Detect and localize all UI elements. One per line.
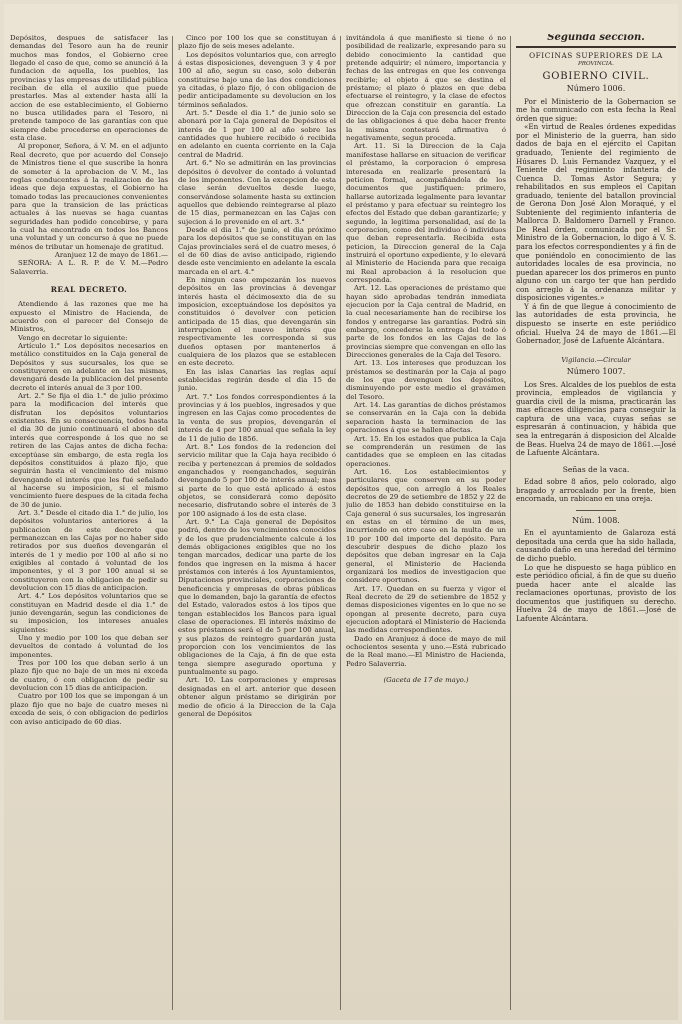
article: Art. 14. Las garantías de dichos préstamos se conservarán en la Caja con la debida separacion hasta la terminacion de las operaciones á que se hallen afectas. [346, 401, 506, 435]
notice-number: Número 1007. [566, 367, 626, 377]
article: Art. 10. Las corporaciones y empresas designadas en el art. anterior que deseen obtener algun préstamo se dirigirán por medio de oficio á la Direccion de la Caja general de Depósitos [178, 676, 336, 718]
column-3 [346, 34, 506, 1012]
column-2 [178, 34, 336, 1012]
column-rule [340, 36, 341, 1010]
article: Art. 13. Los intereses que produzcan los préstamos se destinarán por la Caja al pago de los que devenguen los depósitos, disminuyendo por este medio el gravámen del Tesoro. [346, 359, 506, 401]
article: Art. 6.° No se admitirán en las provincias depósitos ó devolver de contado á voluntad de los imponentes. Con la excepcion de esta clase serán devueltos desde luego, conservándose solamente hasta su extincion aquellos que debiendo reintegrarse al plazo de 15 dias, permanezcan en las Cajas con sujecion á lo prevenido en el art. 3.° [178, 159, 336, 226]
notice-number: Número 1006. [566, 84, 626, 94]
paragraph: Los Sres. Alcaldes de los pueblos de esta provincia, empleados de vigilancia y guardia civil de la misma, practicarán las mas eficaces diligencias para conseguir la captura de una vaca, cuyas señas se espresarán á continuacion, y hábida que sea la entregarán á disposicion del Alcalde de Beas. Huelva 24 de mayo de 1861.—José de Lafuente Alcántara. [516, 379, 676, 458]
paragraph: Lo que he dispuesto se haga público en este periódico oficial, á fin de que su dueño pueda hacer ante el alcalde las reclamaciones oportunas, provisto de los documentos que justifiquen su derecho. Huelva 24 de mayo de 1861.—José de Lafuente Alcántara. [516, 562, 676, 623]
signature: SEÑORA: A L. R. P. de V. M.—Pedro Salaverria. [10, 259, 168, 276]
article: Art. 9.° La Caja general de Depósitos podrá, dentro de los vencimientos conocidos y de los que prudencialmente calcule á los demás obligaciones exigibles que no los tengan marcados, dedicar una parte de los fondos que ingresen en la misma á hacer préstamos con interés á los Ayuntamientos, Diputaciones provinciales, corporaciones de beneficencia y empresas de obras públicas que lo demanden, bajo la garantía de efectos del Estado, valorados estos á los tipos que tengan establecidos los Bancos para igual clase de operaciones. El interés máximo de estos préstamos será el de 5 por 100 anual, y sus plazos de reintegro guardarán justa proporcion con los vencimientos de las obligaciones de la Caja, á fin de que esta tenga siempre asegurado oportuna y puntualmente su pago. [178, 517, 336, 677]
paragraph: Y á fin de que llegue á conocimiento de las autoridades de esta provincia, he dispuesto se inserte en este periódico oficial. Huelva 24 de mayo de 1861.—El Gobernador, José de Lafuente Alcántara. [516, 301, 676, 346]
article: Artículo 1.° Los depósitos necesarios en metálico constituidos en la Caja general de Depósitos y sus sucursales, los que se constituyeren en adelante en las mismas, devengará desde la publicacion del presente decreto el interés anual de 3 por 100. [10, 342, 168, 392]
article: Art. 4.° Los depósitos voluntarios que se constituyan en Madrid desde el dia 1.° de junio devengarán, segun las condiciones de su imposicion, los intereses anuales siguientes: [10, 592, 168, 634]
section-title: Segunda seccion. [516, 34, 676, 48]
province-heading: PROVINCIA. [578, 61, 614, 68]
paragraph: En el ayuntamiento de Galaroza está depositada una cerda que ha sido hallada, causando daño en una heredad del término de dicho pueblo. [516, 528, 676, 563]
article: Art. 15. En los estados que publica la Caja se comprenderán un resúmen de las cantidades que se empleen en las citadas operaciones. [346, 434, 506, 468]
paragraph: Al proponer, Señora, á V. M. en el adjunto Real decreto, que por acuerdo del Consejo de Ministros tiene el que suscribe la honra de someter á la aprobacion de V. M., las reglas conducentes á la realizacion de las ideas que deja expuestas, el Gobierno ha tomado todas las precauciones convenientes para que la transicion de las prácticas actuales á las nuevas se haga cuantas seguridades han podido concebirse, y para la cual ha encontrado en todos los Bancos una voluntad y un concurso á que no puede ménos de tributar un homenaje de gratitud. [10, 142, 168, 251]
paragraph: Vengo en decretar lo siguiente: [18, 333, 128, 342]
gazette-citation: (Gaceta de 17 de mayo.) [383, 676, 469, 685]
newspaper-page [4, 4, 678, 1020]
article: Art. 11. Si la Direccion de la Caja manifestase hallarse en situacion de verificar el préstamo, la corporacion ó empresa interesada en realizarle presentará la peticion formal, acompañándola de los documentos que justifiquen: primero, hallarse autorizada legalmente para levantar el préstamo y para efectuar su reintegro los efectos del Estado que deban garantizarle; y segundo, la legitima personalidad, así de la corporacion, como del individuo ó individuos que deban representarla. Recibida esta peticion, la Direccion general de la Caja instruirá el oportuno expediente, y lo elevará al Ministerio de Hacienda para que recaiga mi Real aprobacion á la resolucion que corresponda. [346, 142, 506, 284]
article: Art. 16. Los establecimientos y particulares que conserven en su poder depósitos que, con arreglo á los Reales decretos de 29 de setiembre de 1852 y 22 de julio de 1853 han debido constituirse en la Caja general ó sus sucursales, los ingresarán en estas en el término de un mes, incurriendo en otro caso en la multa de un 10 por 100 del importe del depósito. Para descubrir despues de dicho plazo los depósitos que deban ingresar en la Caja general, el Ministerio de Hacienda organizará los medios de investigacion que considere oportunos. [346, 467, 506, 585]
paragraph: Cinco por 100 los que se constituyan á plazo fijo de seis meses adelante. [178, 34, 336, 51]
paragraph: Cuatro por 100 los que se impongan á un plazo fijo que no baje de cuatro meses ni exceda de seis, ó con obligacion de pedirlos con aviso anticipado de 60 dias. [10, 692, 168, 726]
paragraph: «En virtud de Reales órdenes expedidas por el Ministerio de la guerra, han sido dados de baja en el ejército el Capitan graduado, Teniente del regimiento de Húsares D. Luis Fernandez Vazquez, y el Teniente del regimiento infanteria de Cuenca D. Tomas Astor Segura; y rehabilitados en sus empleos el Capitan graduado, teniente del batallon provincial de Gerona Don José Alon Moraqué, y el Subteniente del regimiento infanteria de Mallorca D. Baldomero Darnell y Franco. De Real órden, comunicada por el Sr. Ministro de la Gobernacion, lo digo á V. S. para los efectos correspondientes y á fin de que poniéndolo en conocimiento de las autoridades locales de esa provincia, no puedan aparecer los dos primeros en punto alguno con un cargo ter que han perdido con arreglo á la ordenanza militar y disposiciones vigentes.» [516, 122, 676, 303]
civil-government-heading: GOBIERNO CIVIL. [542, 70, 650, 82]
paragraph: Edad sobre 8 años, pelo colorado, algo bragado y arrocalado por la frente, bien encornada, un rabicano en una oreja. [516, 477, 676, 504]
paragraph: Desde el dia 1.° de junio, el dia próximo para los depósitos que se constituyan en las Cajas provinciales será el de cuatro meses, ó el de 60 dias de aviso anticipado, rigiendo desde este vencimiento en adelante la escala marcada en el art. 4.° [178, 225, 336, 276]
paragraph: Atendiendo á las razones que me ha expuesto el Ministro de Hacienda, de acuerdo con el parecer del Consejo de Ministros, [10, 300, 168, 334]
article: Art. 5.° Desde el dia 1.° de junio solo se abonará por la Caja general de Depósitos el interés de 1 por 100 al año sobre las cantidades que hubiere recibido ó recibida en adelanto en cuenta corriente en la Caja central de Madrid. [178, 109, 336, 159]
column-4 [516, 34, 676, 1012]
paragraph: Tres por 100 los que deban serlo á un plazo fijo que no baje de un mes ni exceda de cuatro, ó con obligacion de pedir su devolucion con 15 dias de anticipacion. [10, 659, 168, 693]
article: Art. 12. Las operaciones de préstamo que hayan sido aprobadas tendrán inmediata ejecucion por la Caja central de Madrid, en la cual necesariamente han de recibirse los fondos y entregarse las garantías. Podrá sin embargo, concederse la entrega del todo ó parte de los fondos en las Cajas de las provincias siempre que convengan en ello las Direcciones generales de la Caja del Tesoro. [346, 284, 506, 360]
column-rule [510, 36, 511, 1010]
divider [576, 510, 616, 511]
paragraph: Dado en Aranjuez á doce de mayo de mil ochocientos sesenta y uno.—Está rubricado de la Real mano.—El Ministro de Hacienda, Pedro Salaverria. [346, 634, 506, 668]
paragraph: En las islas Canarias las reglas aquí establecidas regirán desde el dia 15 de junio. [178, 367, 336, 393]
article: Art. 7.° Los fondos correspondientes á la provincias y á los pueblos, ingresados y que ingresen en las Cajas como procedentes de la venta de sus propios, devengarán el interés de 4 por 100 anual que señala la ley de 11 de julio de 1856. [178, 392, 336, 443]
notice-number: Núm. 1008. [572, 515, 620, 525]
paragraph: Depósitos, despues de satisfacer las demandas del Tesoro aun ha de reunir muchos mas fondos, el Gobierno cree llegado el caso de que, como se anunció á la fundacion de aquella, los pueblos, las provincias y las empresas de utilidad pública reciban de ella el auxilio que puede prestarles. Mas al extender hasta allí la accion de ese establecimiento, el Gobierno no busca utilidades para el Tesoro, ni pretende tampoco de las garantías con que siempre debe procederse en operaciones de esta clase. [10, 34, 168, 143]
column-rule [172, 36, 173, 1010]
paragraph: invitándola á que manifieste si tiene ó no posibilidad de realizarle, expresando para su debido conocimiento la cantidad que pretende adquirir; el número, importancia y fechas de las entregas en que les convenga recibirle; el objeto á que se destina el préstamo; el plazo ó plazos en que deba efectuarse el reintegro, y la clase de efectos que ofrezcan constituir en garantía. La Direccion de la Caja con presencia del estado de las obligaciones á que deba hacer frente la misma contestará afirmativa ó negativamente, segun proceda. [346, 34, 506, 143]
article: Art. 2.° Se fija el dia 1.° de julio próximo para la modificacion del interés que disfrutan los depósitos voluntarios existentes. En su consecuencia, todos hasta el dia 30 de junio continuará el abono del interés que corresponde á los que no se retiren de las Cajas antes de dicha fecha: exceptúase sin embargo, de esta regla los depósitos constituidos á plazo fijo, que seguirán hasta el vencimiento del mismo devengando el interés que les fué señalado al hacerse su imposicion, si el mismo vencimiento fuere despues de la citada fecha de 30 de junio. [10, 392, 168, 509]
article: Art. 17. Quedan en su fuerza y vigor el Real decreto de 29 de setiembre de 1852 y demas disposiciones vigentes en lo que no se opongan al presente decreto, para cuya ejecucion adoptará el Ministerio de Hacienda las medidas correspondientes. [346, 584, 506, 635]
article: Art. 3.° Desde el citado dia 1.° de julio, los depósitos voluntarios anteriores á la publicacion de este decreto que permanezcan en las Cajas por no haber sido retirados por sus dueños devengarán el interés de 1 y medio por 100 al año si no exigibles al contado á voluntad de los imponentes, y el 3 por 100 anual si se constituyeron con la obligacion de pedir su devolucion con 15 dias de anticipacion. [10, 508, 168, 592]
notice-subheading: Vigilancia.—Circular [561, 355, 631, 364]
paragraph: En ningun caso empezarán los nuevos depósitos en las provincias á devengar interés hasta el décimosexto dia de su imposicion, exceptuándose los depósitos ya constituidos ó devolver con peticion anticipada de 15 dias, que devengarán sin interrupcion el nuevo interés que respectivamente les corresponda si sus dueños optasen por mantenerlos á cualquiera de los plazos que se establecen en este decreto. [178, 275, 336, 368]
decree-heading: REAL DECRETO. [50, 284, 128, 294]
offices-heading: OFICINAS SUPERIORES DE LA [529, 50, 663, 60]
date-line: Aranjuez 12 de mayo de 1861.— [54, 250, 168, 259]
article: Art. 8.° Los fondos de la redencion del servicio militar que la Caja haya recibido ó reciba y pertenezcan á premios de soldados enganchados y reenganchados, seguirán devengando 5 por 100 de interés anual; mas si parte de lo que está aplicado á estos objetos, se considerará como depósito necesario, disfrutando sobre el interés de 3 por 100 asignado á los de esta clase. [178, 442, 336, 518]
column-1 [10, 34, 168, 1012]
paragraph: Por el Ministerio de la Gobernacion se me ha comunicado con esta fecha la Real órden que sigue: [516, 96, 676, 123]
cow-description-heading: Señas de la vaca. [562, 464, 630, 474]
paragraph: Uno y medio por 100 los que deban ser devueltos de contado á voluntad de los imponentes. [10, 634, 168, 659]
paragraph: Los depósitos voluntarios que, con arreglo á estas disposiciones, devenguen 3 y 4 por 100 al año, segun su caso, solo deberán constituirse bajo una de las dos condiciones ya citadas, ó plazo fijo, ó con obligacion de pedir anticipadamente su devolucion en los términos señalados. [178, 50, 336, 109]
